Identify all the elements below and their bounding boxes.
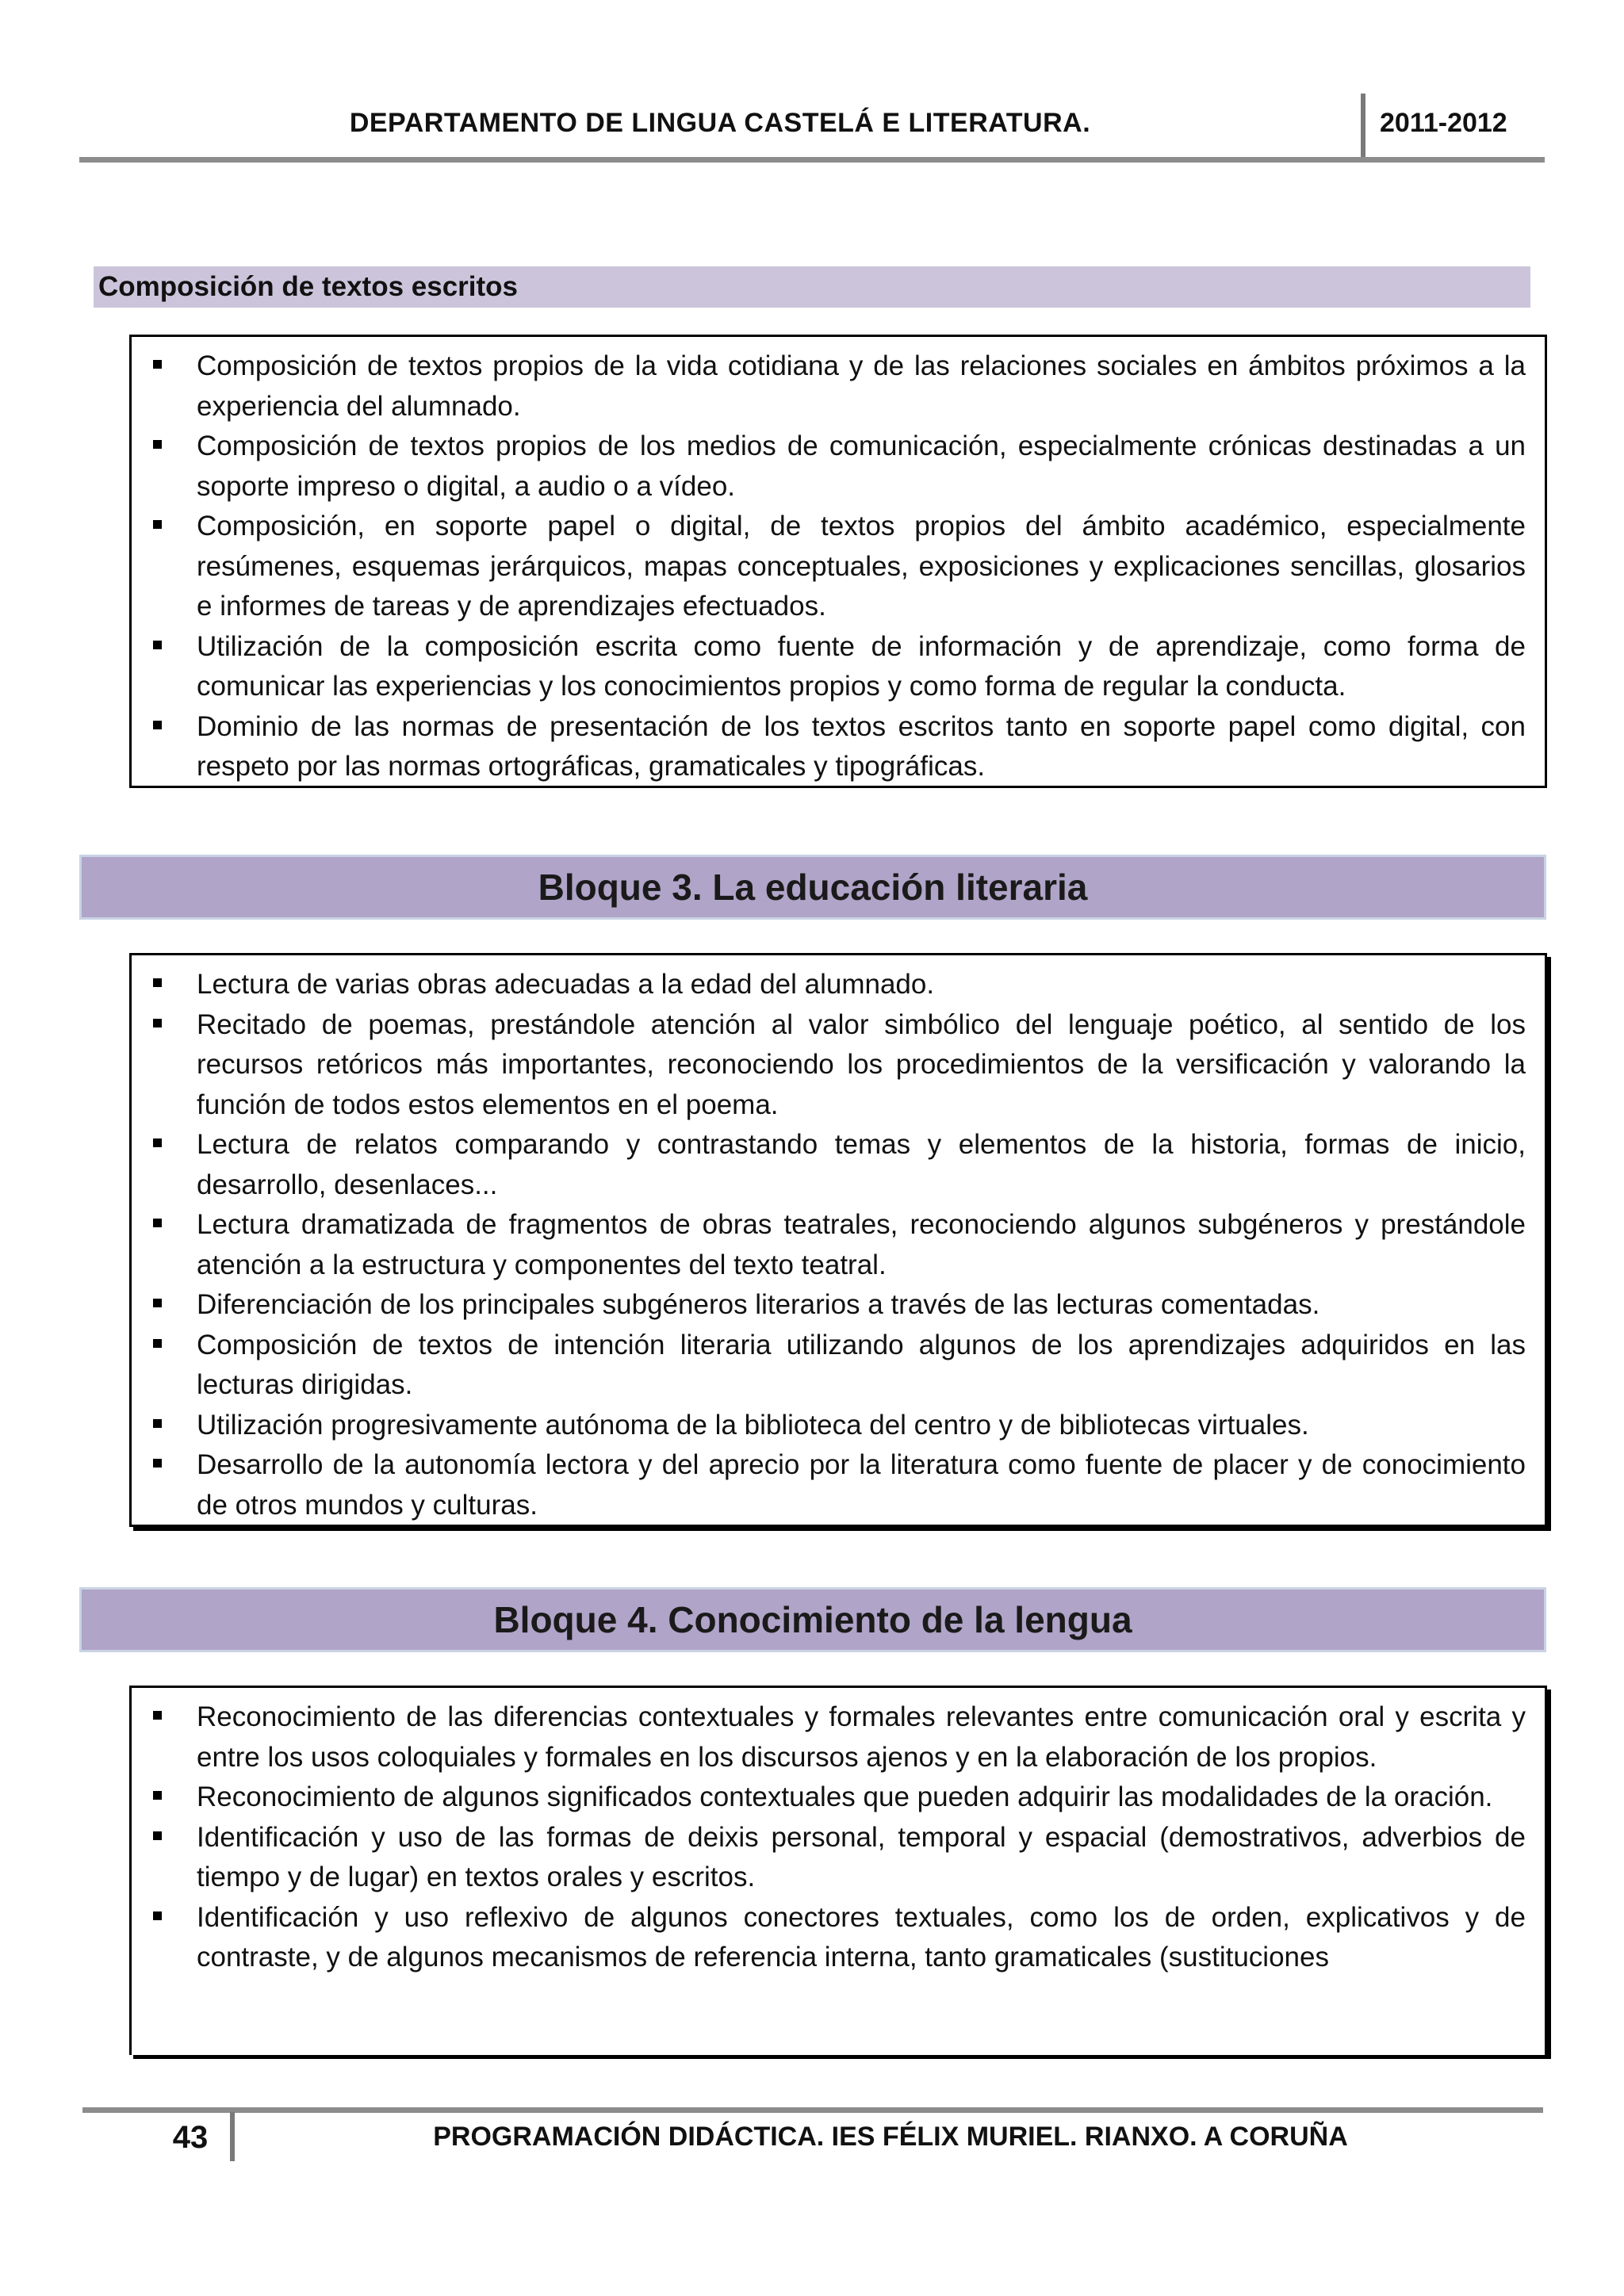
list-item: Desarrollo de la autonomía lectora y del aprecio por la literatura como fuente de placer y de conocimiento de otros mundos y culturas. [146, 1445, 1526, 1525]
bloque4-box [129, 1686, 1547, 2055]
list-item: Composición de textos de intención literaria utilizando algunos de los aprendizajes adquiridos en las lecturas dirigidas. [146, 1326, 1526, 1406]
list-item: Composición de textos propios de la vida cotidiana y de las relaciones sociales en ámbitos próximos a la experiencia del alumnado. [146, 346, 1526, 427]
list-item: Reconocimiento de las diferencias contextuales y formales relevantes entre comunicación oral y escrita y entre los usos coloquiales y formales en los discursos ajenos y en la elaboración de los propios. [146, 1697, 1526, 1777]
list-item: Composición de textos propios de los medios de comunicación, especialmente crónicas destinadas a un soporte impreso o digital, a audio o a vídeo. [146, 427, 1526, 507]
header-divider [1361, 94, 1365, 162]
bloque3-box [129, 953, 1547, 1527]
header-rule [79, 157, 1545, 163]
list-item: Diferenciación de los principales subgéneros literarios a través de las lecturas comentadas. [146, 1285, 1526, 1326]
subsection-label-composicion: Composición de textos escritos [94, 266, 1530, 308]
list-item: Lectura de relatos comparando y contrastando temas y elementos de la historia, formas de inicio, desarrollo, desenlaces... [146, 1125, 1526, 1205]
list-item: Composición, en soporte papel o digital, de textos propios del ámbito académico, especialmente resúmenes, esquemas jerárquicos, mapas conceptuales, exposiciones y explicaciones sencillas, glosarios e informes de tareas y de aprendizajes efectuados. [146, 507, 1526, 627]
composicion-box [129, 335, 1547, 788]
list-item: Identificación y uso de las formas de deixis personal, temporal y espacial (demostrativos, adverbios de tiempo y de lugar) en textos orales y escritos. [146, 1818, 1526, 1898]
list-item: Utilización progresivamente autónoma de la biblioteca del centro y de bibliotecas virtuales. [146, 1406, 1526, 1446]
block-heading-bloque3: Bloque 3. La educación literaria [79, 855, 1546, 920]
list-item: Dominio de las normas de presentación de los textos escritos tanto en soporte papel como digital, con respeto por las normas ortográficas, gramaticales y tipográficas. [146, 707, 1526, 787]
page-number: 43 [172, 2120, 209, 2155]
list-item: Utilización de la composición escrita como fuente de información y de aprendizaje, como forma de comunicar las experiencias y los conocimientos propios y como forma de regular la conducta. [146, 627, 1526, 707]
bloque4-list [132, 1688, 1545, 1988]
list-item: Reconocimiento de algunos significados contextuales que pueden adquirir las modalidades de la oración. [146, 1777, 1526, 1818]
footer-rule [82, 2107, 1543, 2113]
list-item: Identificación y uso reflexivo de algunos conectores textuales, como los de orden, explicativos y de contraste, y de algunos mecanismos de referencia interna, tanto gramaticales (sustituciones [146, 1898, 1526, 1978]
block-heading-bloque4: Bloque 4. Conocimiento de la lengua [79, 1587, 1546, 1652]
list-item: Lectura de varias obras adecuadas a la edad del alumnado. [146, 965, 1526, 1005]
header-title: DEPARTAMENTO DE LINGUA CASTELÁ E LITERATURA. [349, 108, 1091, 138]
list-item: Recitado de poemas, prestándole atención al valor simbólico del lenguaje poético, al sentido de los recursos retóricos más importantes, reconociendo los procedimientos de la versificación y valorando la función de todos estos elementos en el poema. [146, 1005, 1526, 1126]
header-year: 2011-2012 [1380, 108, 1507, 138]
composicion-list [132, 337, 1545, 797]
bloque3-list [132, 955, 1545, 1535]
footer-text: PROGRAMACIÓN DIDÁCTICA. IES FÉLIX MURIEL. RIANXO. A CORUÑA [433, 2122, 1348, 2152]
page-header [79, 94, 1545, 163]
list-item: Lectura dramatizada de fragmentos de obras teatrales, reconociendo algunos subgéneros y prestándole atención a la estructura y componentes del texto teatral. [146, 1205, 1526, 1285]
